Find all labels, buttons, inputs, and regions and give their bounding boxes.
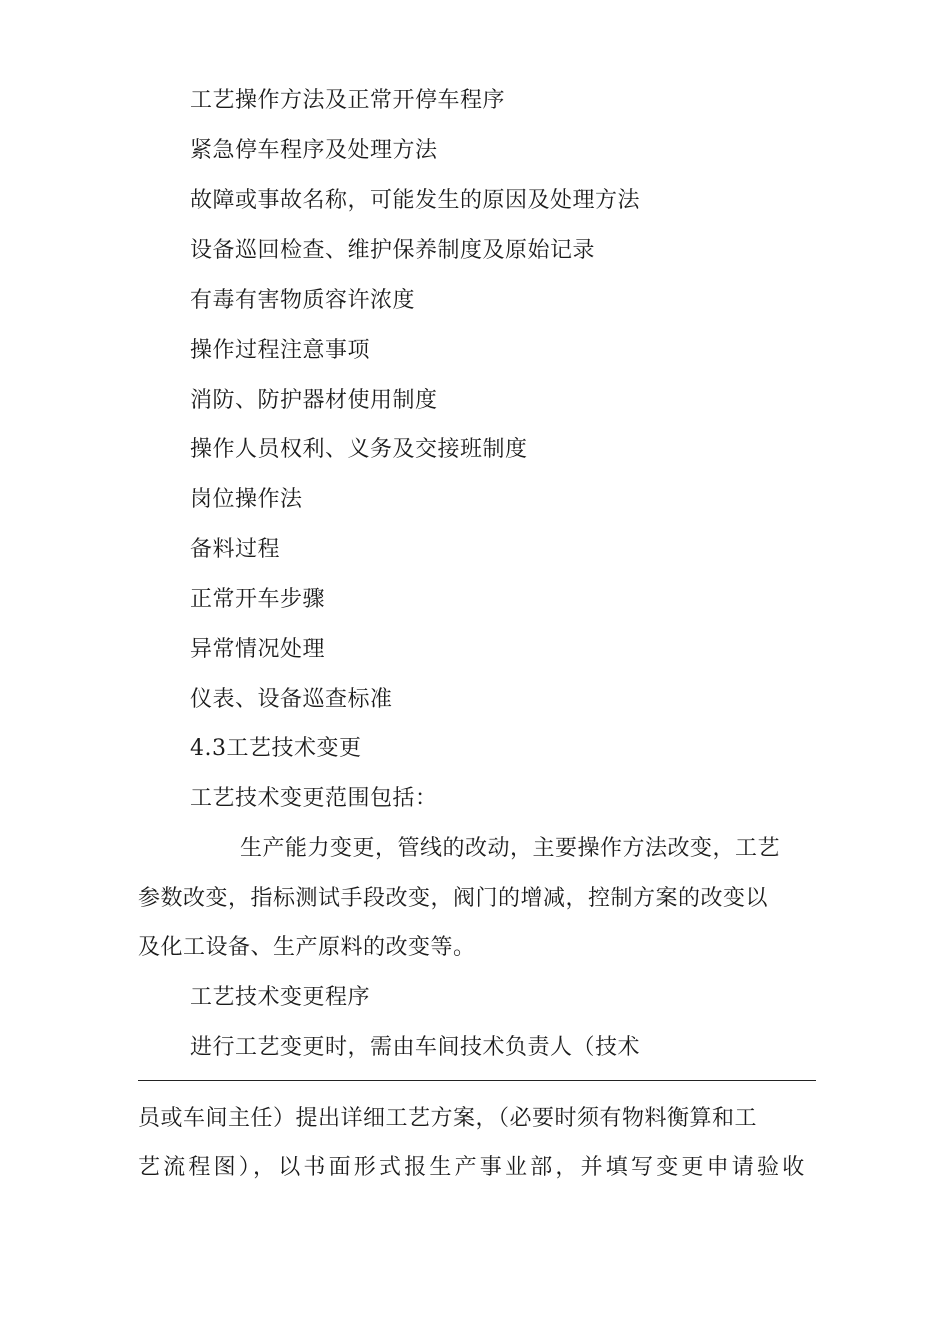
list-item: 备料过程 xyxy=(190,537,281,562)
list-item: 紧急停车程序及处理方法 xyxy=(190,138,438,163)
paragraph-line: 参数改变，指标测试手段改变，阀门的增减，控制方案的改变以 xyxy=(138,886,769,911)
list-item: 正常开车步骤 xyxy=(190,587,326,612)
paragraph-line: 生产能力变更，管线的改动，主要操作方法改变，工艺 xyxy=(240,836,781,861)
list-item: 操作人员权利、义务及交接班制度 xyxy=(190,437,528,462)
list-item: 工艺操作方法及正常开停车程序 xyxy=(190,88,506,113)
list-item: 设备巡回检查、维护保养制度及原始记录 xyxy=(190,238,596,263)
section-heading: 4.3工艺技术变更 xyxy=(190,736,362,761)
procedure-line: 进行工艺变更时，需由车间技术负责人（技术 xyxy=(190,1035,641,1060)
list-item: 岗位操作法 xyxy=(190,487,303,512)
page-divider xyxy=(138,1080,816,1081)
list-item: 异常情况处理 xyxy=(190,637,326,662)
procedure-heading: 工艺技术变更程序 xyxy=(190,985,371,1010)
list-item: 操作过程注意事项 xyxy=(190,338,371,363)
list-item: 故障或事故名称，可能发生的原因及处理方法 xyxy=(190,188,641,213)
paragraph-line: 及化工设备、生产原料的改变等。 xyxy=(138,935,476,960)
list-item: 消防、防护器材使用制度 xyxy=(190,388,438,413)
paragraph-intro: 工艺技术变更范围包括： xyxy=(190,786,438,811)
list-item: 有毒有害物质容许浓度 xyxy=(190,288,416,313)
list-item: 仪表、设备巡查标准 xyxy=(190,687,393,712)
paragraph-line: 员或车间主任）提出详细工艺方案，（必要时须有物料衡算和工 xyxy=(138,1106,758,1131)
paragraph-line: 艺流程图），以书面形式报生产事业部，并填写变更申请验收 xyxy=(138,1155,808,1180)
